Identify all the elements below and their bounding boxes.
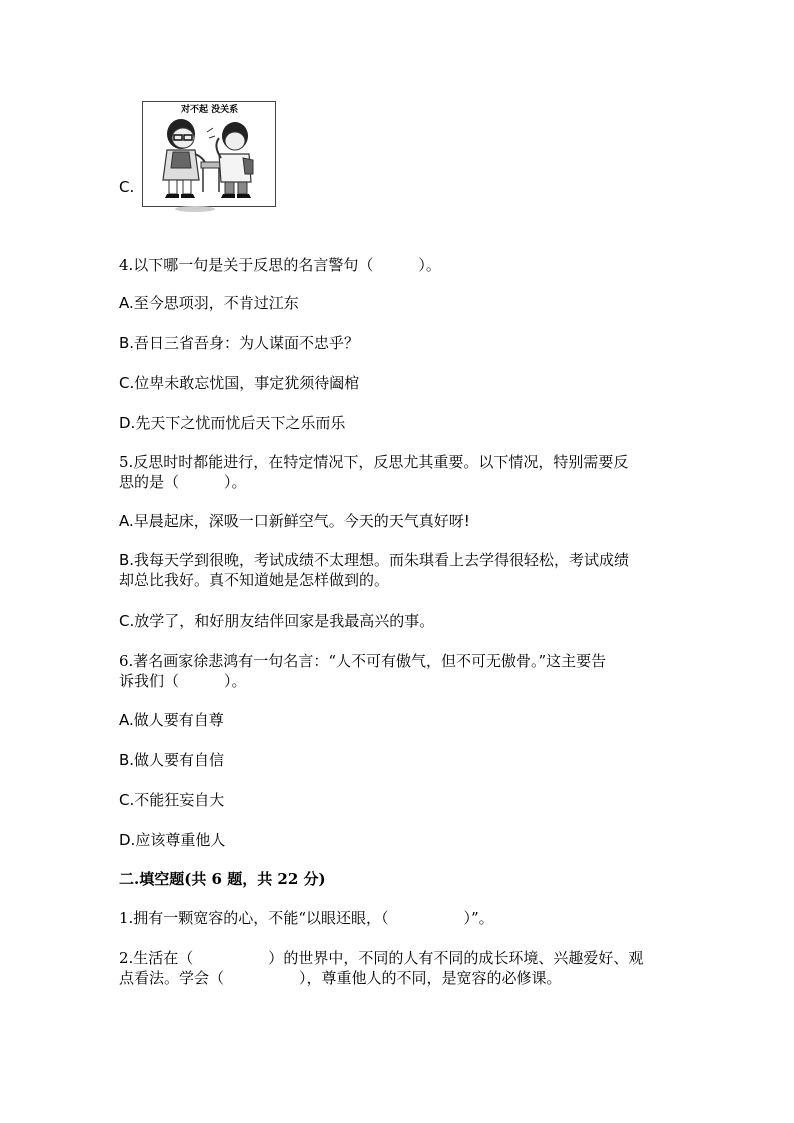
q6-option-a: A.做人要有自尊 [119,711,224,729]
fill-question-2-line-2: 点看法。学会（ ），尊重他人的不同，是宽容的必修课。 [119,969,562,987]
q4-option-d: D.先天下之忧而忧后天下之乐而乐 [119,414,346,432]
q4-option-a: A.至今思项羽，不肯过江东 [119,294,299,312]
section-2-title: 二.填空题(共 6 题，共 22 分) [119,870,326,888]
q5-option-b-line-1: B.我每天学到很晚，考试成绩不太理想。而朱琪看上去学得很轻松，考试成绩 [119,551,630,569]
question-4-title: 4.以下哪一句是关于反思的名言警句（ ）。 [119,256,441,274]
apology-cartoon-icon [142,101,276,207]
q5-option-c: C.放学了，和好朋友结伴回家是我最高兴的事。 [119,612,435,630]
question-6-title-line-2: 诉我们（ ）。 [119,672,247,690]
cartoon-shadow [172,204,218,214]
question-5-title-line-1: 5.反思时时都能进行，在特定情况下，反思尤其重要。以下情况，特别需要反 [119,453,629,471]
q4-option-b: B.吾日三省吾身：为人谋面不忠乎？ [119,334,360,352]
q6-option-b: B.做人要有自信 [119,751,225,769]
cartoon-caption: 对不起 没关系 [181,105,239,115]
q5-option-a: A.早晨起床，深吸一口新鲜空气。今天的天气真好呀! [119,512,470,530]
fill-question-2-line-1: 2.生活在（ ）的世界中，不同的人有不同的成长环境、兴趣爱好、观 [119,949,644,967]
q3-option-c-label: C. [119,178,135,196]
q6-option-c: C.不能狂妄自大 [119,791,225,809]
question-5-title-line-2: 思的是（ ）。 [119,473,247,491]
question-6-title-line-1: 6.著名画家徐悲鸿有一句名言：“人不可有傲气，但不可无傲骨。”这主要告 [119,652,607,670]
q5-option-b-line-2: 却总比我好。真不知道她是怎样做到的。 [119,571,390,589]
q4-option-c: C.位卑未敢忘忧国，事定犹须待阖棺 [119,374,360,392]
q6-option-d: D.应该尊重他人 [119,831,226,849]
fill-question-1: 1.拥有一颗宽容的心，不能“以眼还眼，（ ）”。 [119,909,494,927]
